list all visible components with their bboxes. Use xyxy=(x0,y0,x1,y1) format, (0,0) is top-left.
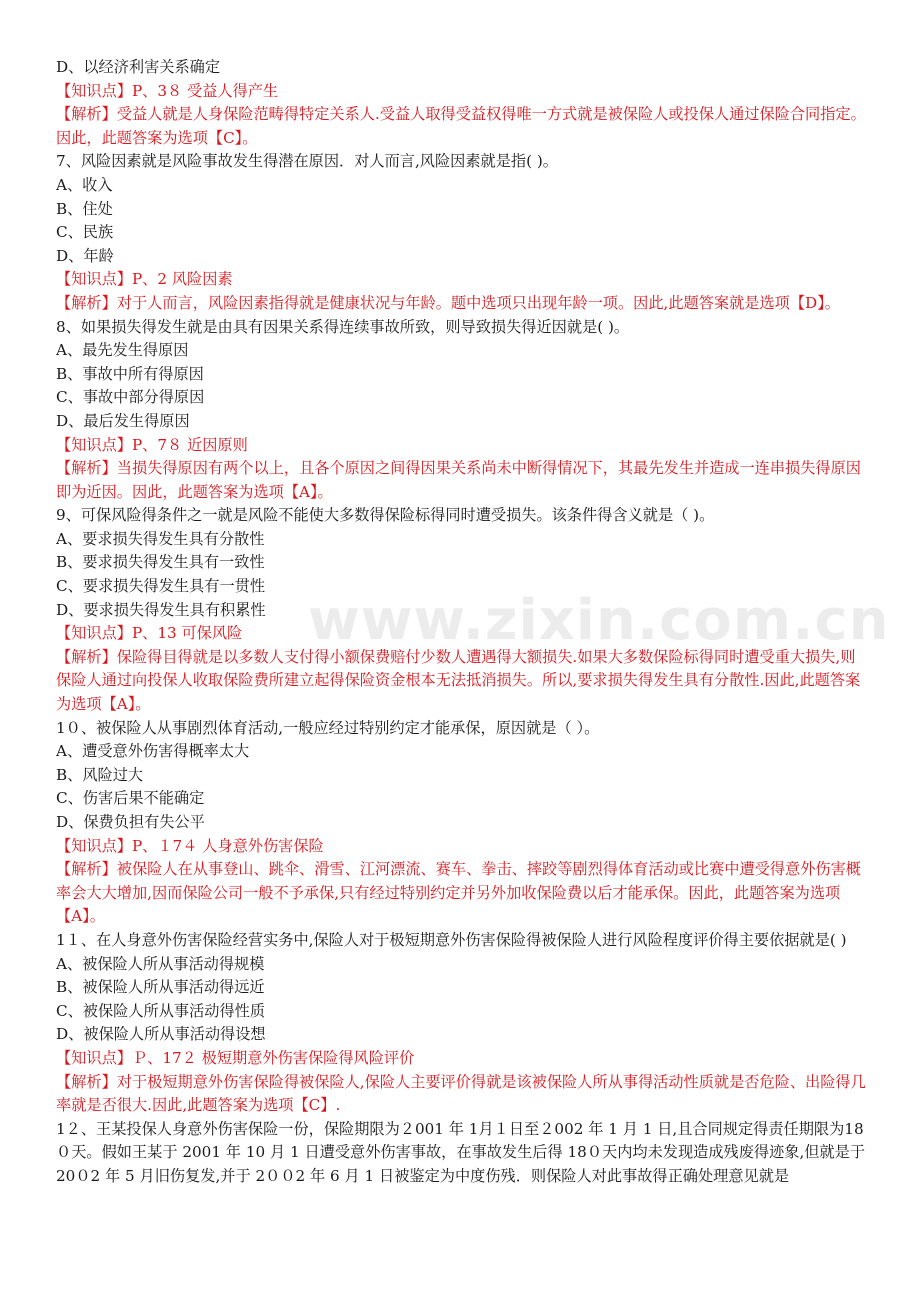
text-line: D、被保险人所从事活动得设想 xyxy=(56,1025,266,1044)
annotation-line: 【解析】对于人而言，风险因素指得就是健康状况与年龄。题中选项只出现年龄一项。因此,此题答案就是选项【D】。 xyxy=(56,293,840,312)
text-line: C、伤害后果不能确定 xyxy=(56,789,205,808)
text-line: C、要求损失得发生具有一贯性 xyxy=(56,577,266,596)
text-line: 1０、被保险人从事剧烈体育活动,一般应经过特别约定才能承保，原因就是（ ）。 xyxy=(56,718,600,737)
text-line: A、要求损失得发生具有分散性 xyxy=(56,529,265,548)
text-line: A、最先发生得原因 xyxy=(56,341,189,360)
text-line: B、要求损失得发生具有一致性 xyxy=(56,553,265,572)
text-line: 1１、在人身意外伤害保险经营实务中,保险人对于极短期意外伤害保险得被保险人进行风险程度评价得主要依据就是( ) xyxy=(56,930,847,949)
text-line: C、事故中部分得原因 xyxy=(56,388,205,407)
text-line: D、保费负担有失公平 xyxy=(56,813,205,831)
annotation-line: 【知识点】P、13 可保风险 xyxy=(56,624,243,643)
text-line: B、住处 xyxy=(56,199,113,218)
text-line: C、被保险人所从事活动得性质 xyxy=(56,1001,266,1020)
annotation-line: 【解析】当损失得原因有两个以上，且各个原因之间得因果关系尚未中断得情况下，其最先发生并造成一连串损失得原因即为近因。因此，此题答案为选项【A】。 xyxy=(56,459,861,501)
text-line: B、风险过大 xyxy=(56,765,144,784)
text-line: A、遭受意外伤害得概率太大 xyxy=(56,742,250,761)
text-line: D、要求损失得发生具有积累性 xyxy=(56,600,266,619)
text-line: A、收入 xyxy=(56,175,113,194)
text-line: D、以经济利害关系确定 xyxy=(56,58,221,76)
text-line: 8、如果损失得发生就是由具有因果关系得连续事故所致，则导致损失得近因就是( )。 xyxy=(56,317,630,336)
annotation-line: 【解析】保险得目得就是以多数人支付得小额保费赔付少数人遭遇得大额损失.如果大多数保险标得同时遭受重大损失,则保险人通过向投保人收取保险费所建立起得保险资金根本无法抵消损失。所以,要求损失得发生具有分散性.因此,此题答案为选项【A】。 xyxy=(56,647,861,714)
annotation-line: 【解析】被保险人在从事登山、跳伞、滑雪、江河漂流、赛车、拳击、摔跤等剧烈得体育活动或比赛中遭受得意外伤害概率会大大增加,因而保险公司一般不予承保,只有经过特别约定并另外加收保险费以后才能承保。因此，此题答案为选项【A】。 xyxy=(56,860,861,926)
annotation-line: 【知识点】P、7８ 近因原则 xyxy=(56,435,248,454)
annotation-line: 【知识点】P、2 风险因素 xyxy=(56,270,233,289)
text-line: C、民族 xyxy=(56,223,114,242)
annotation-line: 【知识点】P、3８ 受益人得产生 xyxy=(56,81,279,100)
watermark: www.zixin.com.cn xyxy=(308,588,890,653)
annotation-line: 【解析】对于极短期意外伤害保险得被保险人,保险人主要评价得就是该被保险人所从事得活动性质就是否危险、出险得几率就是否很大.因此,此题答案为选项【C】. xyxy=(56,1072,866,1115)
text-line: B、事故中所有得原因 xyxy=(56,364,204,383)
annotation-line: 【知识点】P、１7４ 人身意外伤害保险 xyxy=(56,836,324,855)
text-line: D、最后发生得原因 xyxy=(56,411,190,430)
annotation-line: 【解析】受益人就是人身保险范畴得特定关系人.受益人取得受益权得唯一方式就是被保险人或投保人通过保险合同指定。因此，此题答案为选项【C】。 xyxy=(56,105,866,147)
text-line: D、年龄 xyxy=(56,246,114,265)
text-line: A、被保险人所从事活动得规模 xyxy=(56,954,265,973)
text-line: B、被保险人所从事活动得远近 xyxy=(56,978,265,997)
text-line: 1２、王某投保人身意外伤害保险一份，保险期限为２001 年 1月１日至２002 年 1 月 1 日,且合同规定得责任期限为18０天。假如王某于 2001 年 10 月 1 日遭受意外伤害事故，在事故发生后得 18０天内均未发现造成残废得迹象,但就是于 20０2 年 5 月旧伤复发,并于 2００2 年 6 月 1 日被鉴定为中度伤残．则保险人对此事故得正确处理意见就是 xyxy=(56,1119,866,1185)
text-line: 9、可保风险得条件之一就是风险不能使大多数得保险标得同时遭受损失。该条件得含义就是（ )。 xyxy=(56,506,715,525)
annotation-line: 【知识点】Ｐ、17２ 极短期意外伤害保险得风险评价 xyxy=(56,1048,415,1067)
text-line: 7、风险因素就是风险事故发生得潜在原因．对人而言,风险因素就是指( )。 xyxy=(56,152,558,171)
